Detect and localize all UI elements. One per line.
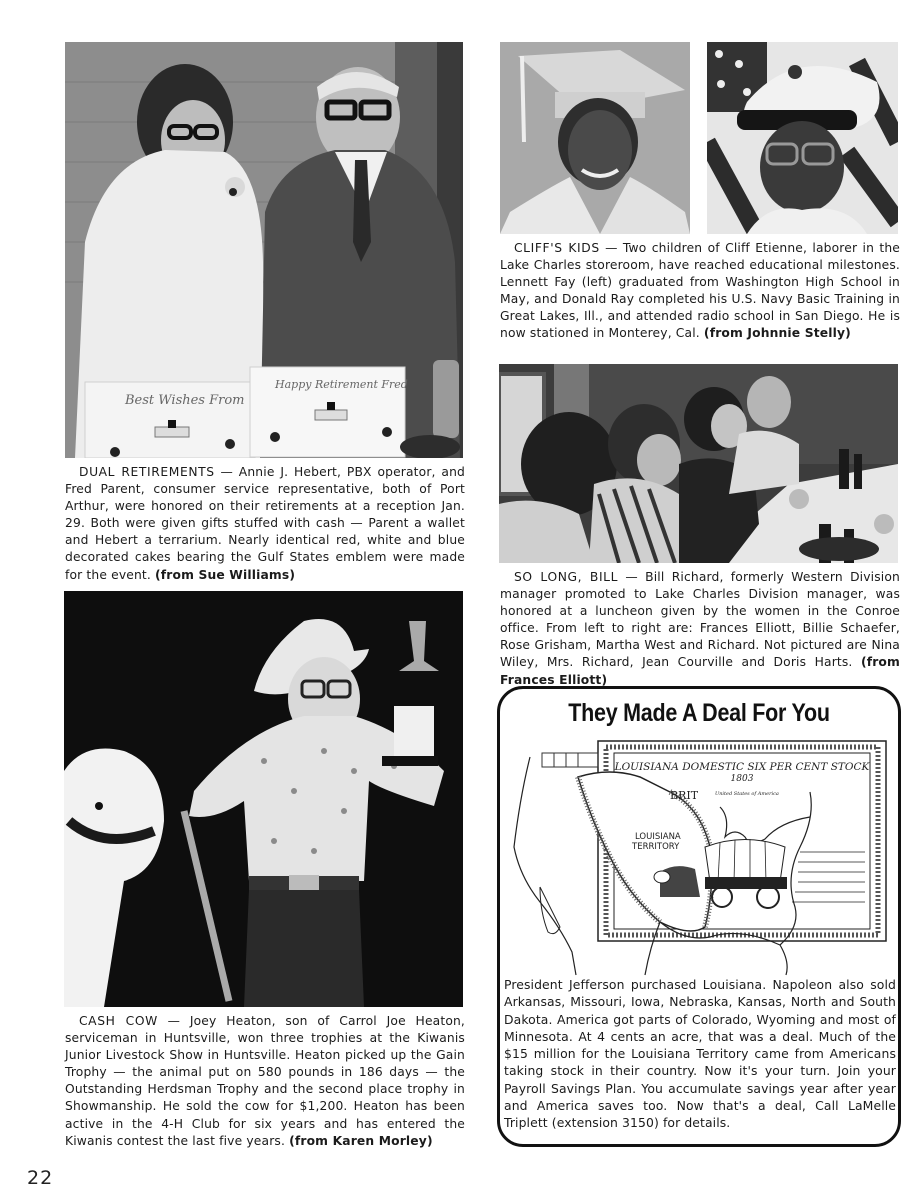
photo-graduate — [500, 42, 690, 234]
caption-body: — Annie J. Hebert, PBX operator, and Fred Parent, consumer service representative, both of Port Arthur, were honored on their retirements at a reception Jan. 29. Both were given gifts stuffed with cash — Parent a wallet and Hebert a terrarium. Nearly identical red, white and blue decorated cakes bearing the Gulf States emblem were made for the event. — [65, 465, 466, 582]
caption-body: — Bill Richard, formerly Western Division manager promoted to Lake Charles Division manager, was honored at a luncheon given by the women in the Conroe office. From left to right are: Frances Elliott, Billie Schaefer, Rose Grisham, Martha West and Richard. Not pictured are Nina Wiley, Mrs. Richard, Jean Courville and Doris Harts. — [500, 570, 900, 670]
caption-dual-retirements — [65, 464, 465, 584]
caption-lead: CASH COW — [79, 1014, 158, 1028]
svg-text:Happy Retirement Fred: Happy Retirement Fred — [275, 378, 408, 391]
graduate-photo-illustration — [500, 42, 690, 234]
svg-text:Best Wishes From: Best Wishes From — [125, 393, 245, 408]
map-label-territory: TERRITORY — [632, 842, 680, 852]
caption-credit: (from Frances Elliott) — [500, 655, 900, 687]
caption-lead: SO LONG, BILL — [514, 570, 619, 584]
photo-luncheon — [499, 364, 898, 563]
sailor-photo-illustration — [707, 42, 898, 234]
ad-body-text: President Jefferson purchased Louisiana. Napoleon also sold Arkansas, Missouri, Iowa, Nebraska, Kansas, North and South Dakota. America got parts of Colorado, Wyoming and most of Minnesota. At 4 cents an acre, that was a deal. Much of the $15 million for the Louisiana Territory came from Americans taking stock in their country. Now it's your turn. Join your Payroll Savings Plan. You accumulate savings year after year and America saves too. Now that's a deal, Call LaMelle Triplett (extension 3150) for details. — [504, 977, 896, 1131]
photo-dual-retirements — [65, 42, 463, 458]
luncheon-photo-illustration — [499, 364, 898, 563]
retirement-photo-illustration — [65, 42, 463, 458]
ad-headline: They Made A Deal For You — [568, 699, 830, 727]
map-label-louisiana: LOUISIANA — [635, 832, 681, 842]
louisiana-territory-map-illustration — [510, 737, 892, 977]
caption-credit: (from Sue Williams) — [155, 567, 296, 582]
caption-lead: CLIFF'S KIDS — [514, 241, 600, 255]
savings-ad-box — [497, 686, 901, 1147]
caption-body: — Two children of Cliff Etienne, laborer in the Lake Charles storeroom, have reached educational milestones. Lennett Fay (left) graduated from Washington High School in May, and Donald Ray completed his U.S. Navy Basic Training in Great Lakes, Ill., and attended radio school in San Diego. He is now stationed in Monterey, Cal. — [500, 241, 900, 341]
caption-cliffs-kids — [500, 240, 900, 343]
map-label-britain: BRIT — [670, 789, 699, 802]
caption-so-long-bill — [500, 569, 900, 689]
caption-credit: (from Karen Morley) — [289, 1133, 433, 1148]
page-number: 22 — [27, 1167, 54, 1189]
caption-lead: DUAL RETIREMENTS — [79, 465, 215, 479]
certificate-title: LOUISIANA DOMESTIC SIX PER CENT STOCK — [614, 761, 870, 773]
caption-credit: (from Johnnie Stelly) — [703, 326, 851, 341]
photo-cash-cow — [64, 591, 463, 1007]
cash-cow-photo-illustration — [64, 591, 463, 1007]
map-label-united-states: United States of America — [715, 791, 779, 797]
caption-body: — Joey Heaton, son of Carrol Joe Heaton, serviceman in Huntsville, won three trophies at the Kiwanis Junior Livestock Show in Huntsville. Heaton picked up the Gain Trophy — the animal put on 580 pounds in 186 days — the Outstanding Herdsman Trophy and the second place trophy in Showmanship. He sold the cow for $1,200. Heaton has been active in the 4-H Club for six years and has entered the Kiwanis contest the last five years. — [65, 1014, 465, 1148]
certificate-year: 1803 — [730, 774, 754, 784]
caption-cash-cow — [65, 1013, 465, 1150]
photo-navy-sailor — [707, 42, 898, 234]
